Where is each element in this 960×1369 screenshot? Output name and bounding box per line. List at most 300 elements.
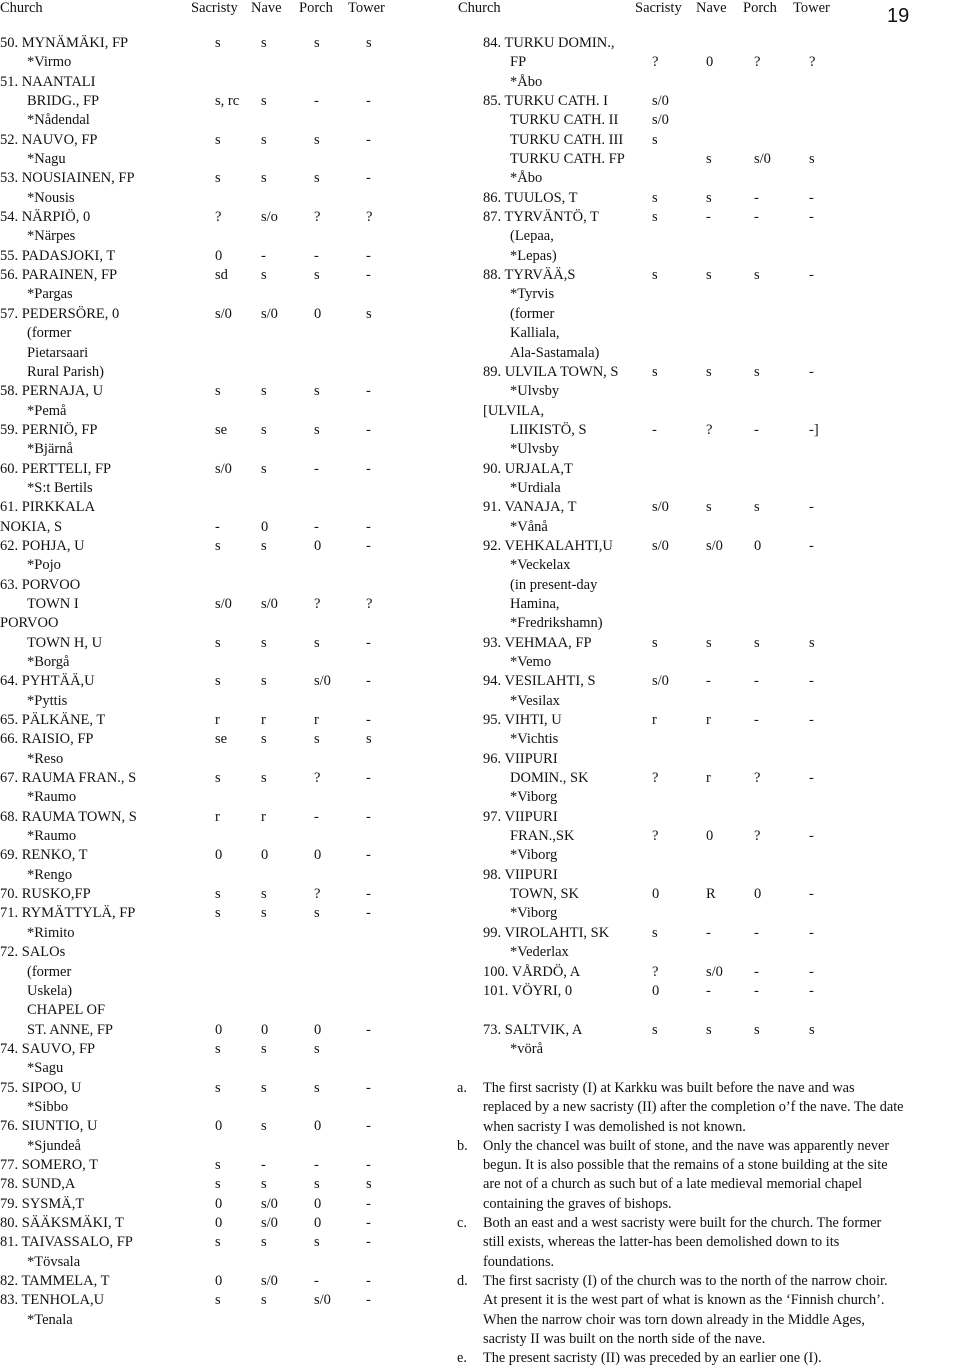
church-cell: *Vånå: [510, 518, 548, 535]
church-cell: TURKU CATH. III: [510, 131, 624, 148]
nave-cell: s: [706, 363, 712, 380]
nave-cell: s: [706, 151, 712, 168]
porch-cell: ?: [754, 770, 761, 787]
tower-cell: -: [366, 1273, 371, 1289]
table-row: [455, 653, 960, 672]
footnote: [457, 1214, 960, 1272]
table-row: [455, 943, 960, 962]
porch-cell: s: [754, 1021, 760, 1038]
church-cell: CHAPEL OF: [27, 1002, 106, 1019]
tower-cell: -: [366, 383, 371, 400]
church-cell: *Nagu: [27, 151, 66, 168]
table-row: [0, 1021, 455, 1040]
nave-cell: -: [706, 209, 711, 226]
church-cell: 88. TYRVÄÄ,S: [483, 267, 576, 284]
footnote-line: When the narrow choir was torn down already in the Middle Ages,: [483, 1311, 865, 1328]
church-cell: ST. ANNE, FP: [27, 1021, 113, 1038]
tower-cell: -: [809, 712, 814, 729]
church-cell: *Urdiala: [510, 479, 561, 496]
table-row: [455, 344, 960, 363]
nave-cell: s: [261, 1040, 267, 1057]
footnote-line: when sacristy I was demolished is not known.: [483, 1118, 746, 1135]
sacristy-cell: s/0: [652, 499, 669, 516]
nave-cell: r: [706, 770, 711, 787]
sacristy-cell: s: [652, 924, 658, 941]
church-cell: 99. VIROLAHTI, SK: [483, 924, 610, 941]
nave-cell: s: [706, 634, 712, 651]
table-row: [455, 634, 960, 653]
table-row: [0, 537, 455, 556]
table-row: [0, 982, 455, 1001]
church-cell: 71. RYMÄTTYLÄ, FP: [0, 905, 136, 922]
table-row: [0, 808, 455, 827]
sacristy-cell: ?: [652, 770, 659, 787]
nave-cell: s: [261, 1118, 267, 1135]
table-row: [0, 1098, 455, 1117]
church-cell: 68. RAUMA TOWN, S: [0, 808, 137, 825]
porch-cell: 0: [314, 1118, 322, 1135]
church-cell: *Rengo: [27, 866, 73, 883]
church-cell: 65. PÄLKÄNE, T: [0, 712, 106, 729]
sacristy-cell: s: [215, 634, 221, 651]
tower-cell: s: [366, 35, 372, 51]
porch-cell: ?: [754, 828, 761, 845]
porch-cell: s: [314, 1079, 320, 1096]
porch-cell: s: [314, 1040, 320, 1057]
church-cell: 56. PARAINEN, FP: [0, 267, 118, 284]
nave-cell: 0: [261, 847, 269, 864]
porch-cell: -: [754, 963, 759, 980]
sacristy-cell: sd: [215, 267, 228, 284]
nave-cell: s: [261, 383, 267, 400]
header-church: Church: [458, 0, 501, 16]
porch-cell: s: [314, 1176, 320, 1193]
table-row: [0, 1156, 455, 1175]
table-row: [0, 576, 455, 595]
nave-cell: s: [261, 731, 267, 748]
church-cell: 69. RENKO, T: [0, 847, 88, 864]
table-row: [455, 189, 960, 208]
table-row: [455, 150, 960, 169]
porch-cell: -: [314, 247, 319, 264]
nave-cell: R: [706, 886, 716, 903]
church-cell: PORVOO: [0, 615, 59, 632]
table-row: [455, 614, 960, 633]
sacristy-cell: s: [215, 170, 221, 187]
porch-cell: s/0: [754, 151, 771, 168]
church-cell: TURKU CATH. FP: [510, 151, 625, 168]
sacristy-cell: r: [215, 808, 220, 825]
tower-cell: -: [809, 982, 814, 999]
nave-cell: s: [261, 170, 267, 187]
church-cell: *Fredrikshamn): [510, 615, 603, 632]
table-row: [0, 1214, 455, 1233]
church-cell: 58. PERNAJA, U: [0, 383, 104, 400]
tower-cell: -: [809, 363, 814, 380]
table-row: [455, 750, 960, 769]
church-cell: Hamina,: [510, 595, 560, 612]
church-cell: *Vichtis: [510, 731, 559, 748]
table-row: [455, 227, 960, 246]
table-row: [455, 769, 960, 788]
table-row: [455, 846, 960, 865]
nave-cell: s: [261, 1234, 267, 1251]
church-cell: (former: [27, 325, 72, 342]
porch-cell: ?: [314, 770, 321, 787]
footnote-line: The present sacristy (II) was preceded by an earlier one (I).: [483, 1350, 822, 1367]
nave-cell: s/0: [261, 595, 278, 612]
porch-cell: s: [314, 421, 320, 438]
nave-cell: s: [261, 267, 267, 284]
footnote-line: Only the chancel was built of stone, and the nave was apparently never: [483, 1137, 890, 1154]
porch-cell: -: [754, 924, 759, 941]
church-cell: 79. SYSMÄ,T: [0, 1195, 85, 1212]
church-cell: *Sagu: [27, 1060, 64, 1077]
tower-cell: -: [366, 886, 371, 903]
nave-cell: 0: [261, 518, 269, 535]
nave-cell: ?: [706, 421, 713, 438]
porch-cell: 0: [754, 537, 762, 554]
tower-cell: -: [366, 1214, 371, 1231]
table-row: [455, 904, 960, 923]
church-cell: 62. POHJA, U: [0, 537, 85, 554]
footnote-line: are not of a church as such but of a late medieval memorial chapel: [483, 1176, 863, 1193]
church-cell: 86. TUULOS, T: [483, 189, 578, 206]
nave-cell: s: [261, 35, 267, 51]
sacristy-cell: ?: [215, 209, 222, 226]
church-cell: 82. TAMMELA, T: [0, 1273, 110, 1289]
table-row: [0, 479, 455, 498]
porch-cell: s: [314, 1234, 320, 1251]
footnotes: [457, 1079, 960, 1368]
porch-cell: s/0: [314, 673, 331, 690]
table-row: [0, 34, 455, 53]
church-cell: *Viborg: [510, 789, 558, 806]
header-tower: Tower: [793, 0, 830, 16]
church-cell: 52. NAUVO, FP: [0, 131, 98, 148]
church-cell: 80. SÄÄKSMÄKI, T: [0, 1214, 124, 1231]
church-cell: 51. NAANTALI: [0, 73, 96, 90]
table-row: [0, 866, 455, 885]
table-row: [455, 827, 960, 846]
table-row: [455, 247, 960, 266]
tower-cell: -: [366, 808, 371, 825]
table-row: [0, 266, 455, 285]
table-row: [455, 402, 960, 421]
nave-cell: s: [261, 421, 267, 438]
nave-cell: s/0: [261, 1214, 278, 1231]
table-row: [0, 382, 455, 401]
church-cell: 90. URJALA,T: [483, 460, 573, 477]
table-row: [455, 208, 960, 227]
table-row: [455, 498, 960, 517]
table-row: [455, 324, 960, 343]
sacristy-cell: 0: [215, 247, 223, 264]
nave-cell: s: [261, 770, 267, 787]
church-cell: TOWN H, U: [27, 634, 103, 651]
table-row: [455, 808, 960, 827]
right-column-table: [455, 34, 960, 1059]
page-number: 19: [887, 5, 910, 27]
porch-cell: -: [314, 518, 319, 535]
church-cell: Uskela): [27, 982, 73, 999]
tower-cell: -: [809, 963, 814, 980]
table-row: [0, 614, 455, 633]
sacristy-cell: s/0: [215, 305, 232, 322]
church-cell: 59. PERNIÖ, FP: [0, 421, 98, 438]
footnote-label: a.: [457, 1080, 467, 1096]
table-row: [0, 344, 455, 363]
table-row: [455, 576, 960, 595]
church-cell: 73. SALTVIK, A: [483, 1021, 583, 1038]
table-row: [455, 730, 960, 749]
church-cell: 85. TURKU CATH. I: [483, 93, 608, 110]
footnote: [457, 1137, 960, 1214]
table-row: [455, 963, 960, 982]
church-cell: TOWN, SK: [510, 886, 580, 903]
table-row: [455, 440, 960, 459]
porch-cell: s: [754, 634, 760, 651]
porch-cell: -: [754, 189, 759, 206]
church-cell: 64. PYHTÄÄ,U: [0, 673, 95, 690]
nave-cell: s/0: [706, 537, 723, 554]
tower-cell: -: [809, 499, 814, 516]
church-cell: 84. TURKU DOMIN.,: [483, 35, 615, 51]
nave-cell: s: [261, 905, 267, 922]
nave-cell: s/0: [261, 1195, 278, 1212]
table-row: [0, 150, 455, 169]
footnote-label: b.: [457, 1137, 468, 1154]
porch-cell: -: [314, 460, 319, 477]
footnote: [457, 1272, 960, 1349]
table-row: [0, 1137, 455, 1156]
church-cell: (Lepaa,: [510, 228, 554, 245]
porch-cell: s/0: [314, 1292, 331, 1309]
church-cell: *Ulvsby: [510, 383, 560, 400]
table-row: [0, 518, 455, 537]
church-cell: Rural Parish): [27, 363, 104, 380]
church-cell: 97. VIIPURI: [483, 808, 558, 825]
church-cell: Pietarsaari: [27, 344, 89, 361]
porch-cell: s: [754, 499, 760, 516]
table-row: [0, 556, 455, 575]
footnote-line: replaced by a new sacristy (II) after the completion o’f the nave. The date: [483, 1099, 904, 1116]
church-cell: Ala-Sastamala): [510, 344, 600, 361]
tower-cell: -: [366, 673, 371, 690]
tower-cell: -: [809, 924, 814, 941]
table-row: [0, 924, 455, 943]
church-cell: 98. VIIPURI: [483, 866, 558, 883]
sacristy-cell: s: [215, 673, 221, 690]
sacristy-cell: s/0: [652, 112, 669, 129]
table-row: [455, 556, 960, 575]
nave-cell: s: [261, 634, 267, 651]
tower-cell: -: [366, 93, 371, 110]
table-row: [0, 943, 455, 962]
footnote-label: e.: [457, 1350, 467, 1367]
porch-cell: ?: [314, 886, 321, 903]
sacristy-cell: s: [652, 1021, 658, 1038]
table-row: [455, 866, 960, 885]
church-cell: 54. NÄRPIÖ, 0: [0, 209, 91, 226]
nave-cell: -: [261, 1156, 266, 1173]
church-cell: *Vesilax: [510, 692, 560, 709]
nave-cell: s: [261, 673, 267, 690]
table-row: [0, 402, 455, 421]
tower-cell: -: [366, 1079, 371, 1096]
table-row: [0, 1040, 455, 1059]
nave-cell: -: [706, 673, 711, 690]
church-cell: LIIKISTÖ, S: [510, 421, 587, 438]
table-row: [455, 885, 960, 904]
church-cell: 94. VESILAHTI, S: [483, 673, 596, 690]
sacristy-cell: s/0: [215, 595, 232, 612]
church-cell: *Vemo: [510, 654, 552, 670]
tower-cell: -: [809, 673, 814, 690]
table-row: [0, 131, 455, 150]
tower-cell: -: [366, 1118, 371, 1135]
table-row: [0, 421, 455, 440]
church-cell: 66. RAISIO, FP: [0, 731, 94, 748]
footnote-line: At present it is the west part of what is known as the ‘Finnish church’.: [483, 1292, 885, 1309]
porch-cell: s: [314, 634, 320, 651]
header-porch: Porch: [743, 0, 777, 16]
sacristy-cell: s: [215, 35, 221, 51]
nave-cell: 0: [706, 54, 714, 71]
nave-cell: r: [261, 808, 266, 825]
table-row: [0, 692, 455, 711]
table-row: [455, 518, 960, 537]
tower-cell: s: [366, 731, 372, 748]
church-cell: 89. ULVILA TOWN, S: [483, 363, 619, 380]
church-cell: *Virmo: [27, 54, 72, 71]
sacristy-cell: 0: [215, 1195, 223, 1212]
sacristy-cell: -: [215, 518, 220, 535]
header-nave: Nave: [251, 0, 282, 16]
church-cell: *Pargas: [27, 286, 73, 303]
church-cell: *Tyrvis: [510, 286, 555, 303]
church-cell: 60. PERTTELI, FP: [0, 460, 112, 477]
sacristy-cell: s: [215, 1040, 221, 1057]
church-cell: FRAN.,SK: [510, 828, 575, 845]
church-cell: 72. SALOs: [0, 944, 66, 961]
nave-cell: 0: [706, 828, 714, 845]
table-row: [455, 595, 960, 614]
sacristy-cell: s: [215, 1156, 221, 1173]
church-cell: 75. SIPOO, U: [0, 1079, 82, 1096]
tower-cell: -: [366, 634, 371, 651]
church-cell: 53. NOUSIAINEN, FP: [0, 170, 135, 187]
header-church: Church: [0, 0, 43, 16]
nave-cell: s: [706, 1021, 712, 1038]
porch-cell: s: [314, 905, 320, 922]
porch-cell: 0: [314, 1214, 322, 1231]
header-sacristy: Sacristy: [191, 0, 238, 16]
table-row: [455, 479, 960, 498]
tower-cell: -: [809, 189, 814, 206]
tower-cell: -: [366, 712, 371, 729]
table-row: [455, 788, 960, 807]
porch-cell: -: [314, 93, 319, 110]
footnote-line: The first sacristy (I) of the church was to the north of the narrow choir.: [483, 1272, 888, 1289]
footnote-line: Both an east and a west sacristy were built for the church. The former: [483, 1215, 882, 1232]
table-row: [0, 92, 455, 111]
porch-cell: s: [754, 267, 760, 284]
church-cell: 81. TAIVASSALO, FP: [0, 1234, 133, 1251]
sacristy-cell: ?: [652, 54, 659, 71]
church-cell: *Bjärnå: [27, 441, 73, 458]
nave-cell: s: [261, 460, 267, 477]
porch-cell: r: [314, 712, 319, 729]
church-cell: *Nådendal: [27, 112, 90, 129]
table-row: [0, 711, 455, 730]
church-cell: NOKIA, S: [0, 518, 63, 535]
table-row: [0, 653, 455, 672]
sacristy-cell: s: [652, 209, 658, 226]
church-cell: 87. TYRVÄNTÖ, T: [483, 209, 599, 226]
porch-cell: -: [754, 982, 759, 999]
church-cell: 61. PIRKKALA: [0, 499, 96, 516]
sacristy-cell: 0: [215, 1118, 223, 1135]
sacristy-cell: 0: [215, 1273, 223, 1289]
church-cell: *S:t Bertils: [27, 479, 93, 496]
church-cell: *Ulvsby: [510, 441, 560, 458]
nave-cell: s/0: [261, 1273, 278, 1289]
church-cell: TURKU CATH. II: [510, 112, 619, 129]
church-cell: *Viborg: [510, 847, 558, 864]
church-cell: 100. VÅRDÖ, A: [483, 963, 581, 980]
church-cell: *Pemå: [27, 402, 67, 419]
porch-cell: 0: [314, 1195, 322, 1212]
table-row: [0, 305, 455, 324]
sacristy-cell: 0: [652, 982, 660, 999]
footnote-line: The first sacristy (I) at Karkku was built before the nave and was: [483, 1080, 855, 1096]
footnote-line: foundations.: [483, 1253, 555, 1270]
table-row: [455, 285, 960, 304]
sacristy-cell: 0: [215, 1021, 223, 1038]
table-row: [0, 904, 455, 923]
sacristy-cell: s: [215, 1079, 221, 1096]
porch-cell: -: [314, 808, 319, 825]
sacristy-cell: s: [652, 267, 658, 284]
tower-cell: -: [366, 1195, 371, 1212]
church-cell: 50. MYNÄMÄKI, FP: [0, 35, 129, 51]
header-tower: Tower: [348, 0, 385, 16]
church-cell: 93. VEHMAA, FP: [483, 634, 592, 651]
table-row: [0, 208, 455, 227]
sacristy-cell: -: [652, 421, 657, 438]
sacristy-cell: ?: [652, 828, 659, 845]
church-cell: 67. RAUMA FRAN., S: [0, 770, 137, 787]
church-cell: 78. SUND,A: [0, 1176, 76, 1193]
nave-cell: -: [706, 924, 711, 941]
nave-cell: s/0: [261, 305, 278, 322]
church-cell: 74. SAUVO, FP: [0, 1040, 96, 1057]
sacristy-cell: s: [215, 131, 221, 148]
table-row: [455, 672, 960, 691]
nave-cell: s/o: [261, 209, 278, 226]
nave-cell: s/0: [706, 963, 723, 980]
tower-cell: s: [809, 1021, 815, 1038]
nave-cell: s: [261, 131, 267, 148]
table-row: [0, 440, 455, 459]
table-row: [0, 1195, 455, 1214]
nave-cell: s: [706, 267, 712, 284]
table-row: [0, 963, 455, 982]
table-row: [0, 827, 455, 846]
footnote: [457, 1349, 960, 1368]
porch-cell: 0: [314, 305, 322, 322]
